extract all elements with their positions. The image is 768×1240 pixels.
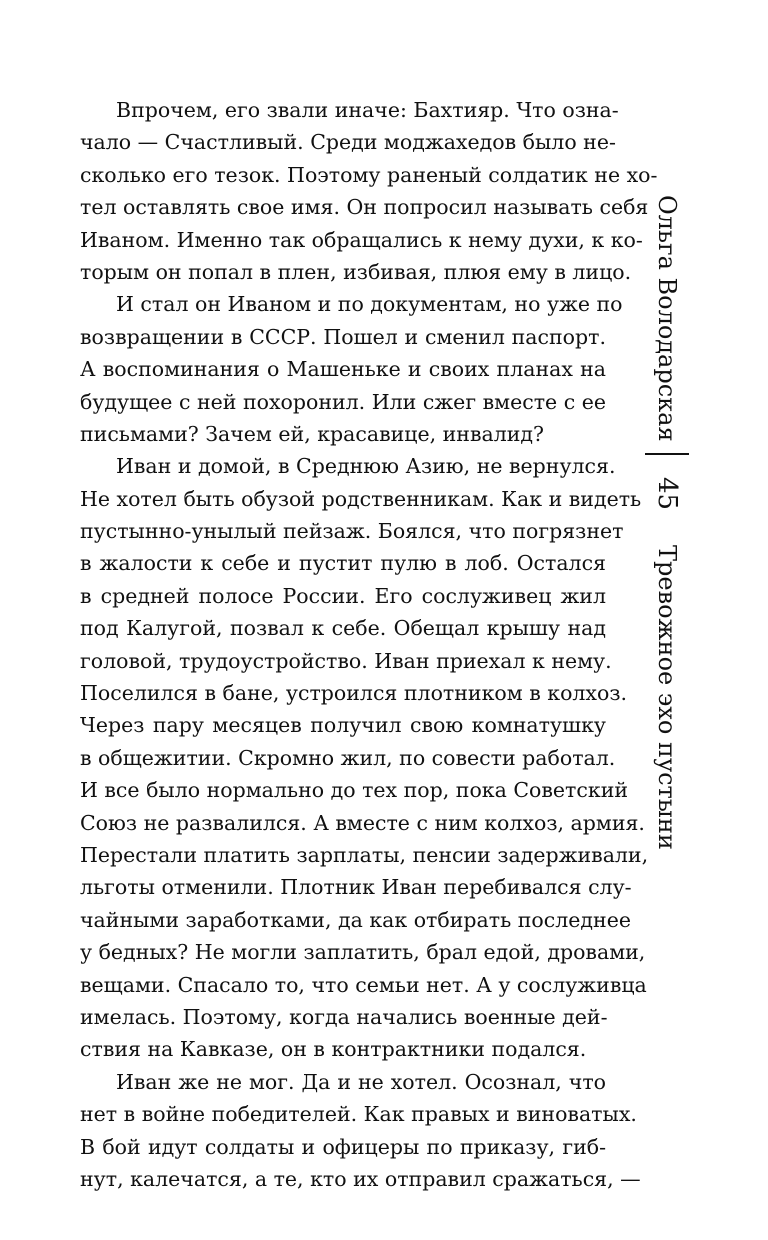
text-line: нет в войне победителей. Как правых и виноватых. — [80, 1102, 637, 1127]
page-number: 45 — [652, 477, 682, 511]
text-line: Не хотел быть обузой родственникам. Как и видеть — [80, 486, 642, 511]
text-line: Через пару месяцев получил свою комнатушку — [80, 713, 606, 738]
text-line: под Калугой, позвал к себе. Обещал крышу над — [80, 616, 606, 641]
paragraph — [80, 1066, 641, 1196]
text-line: в средней полосе России. Его сослуживец жил — [80, 583, 606, 608]
text-line: вещами. Спасало то, что семьи нет. А у сослуживца — [80, 972, 647, 997]
text-line: В бой идут солдаты и офицеры по приказу, гиб- — [80, 1134, 606, 1159]
text-line: льготы отменили. Плотник Иван перебивался слу- — [80, 875, 632, 900]
text-line: имелась. Поэтому, когда начались военные дей- — [80, 1004, 608, 1029]
book-title: Тревожное эхо пустыни — [653, 545, 681, 850]
text-line: И все было нормально до тех пор, пока Советский — [80, 778, 629, 803]
text-line: нут, калечатся, а те, кто их отправил сражаться, — — [80, 1166, 641, 1191]
text-line: головой, трудоустройство. Иван приехал к нему. — [80, 648, 612, 673]
text-line: А воспоминания о Машеньке и своих планах на — [80, 357, 606, 382]
text-line: торым он попал в плен, избивая, плюя ему в лицо. — [80, 259, 632, 284]
text-line: письмами? Зачем ей, красавице, инвалид? — [80, 421, 545, 446]
running-header — [627, 195, 707, 935]
text-line: ствия на Кавказе, он в контрактники подался. — [80, 1037, 587, 1062]
book-page-text — [80, 94, 658, 1195]
paragraph — [80, 94, 658, 288]
text-line: чало — Счастливый. Среди моджахедов было не- — [80, 130, 616, 155]
text-line: тел оставлять свое имя. Он попросил называть себя — [80, 195, 649, 220]
text-line: Поселился в бане, устроился плотником в колхоз. — [80, 681, 628, 706]
text-line: Союз не развалился. А вместе с ним колхоз, армия. — [80, 810, 645, 835]
text-line: сколько его тезок. Поэтому раненый солдатик не хо- — [80, 162, 658, 187]
text-line: И стал он Иваном и по документам, но уже по — [116, 292, 623, 317]
text-line: Иван и домой, в Среднюю Азию, не вернулся. — [116, 454, 616, 479]
author-name: Ольга Володарская — [653, 195, 681, 442]
text-line: возвращении в СССР. Пошел и сменил паспорт. — [80, 324, 606, 349]
header-divider — [645, 453, 689, 455]
text-line: будущее с ней похоронил. Или сжег вместе с ее — [80, 389, 606, 414]
text-line: пустынно-унылый пейзаж. Боялся, что погрязнет — [80, 519, 624, 544]
text-line: чайными заработками, да как отбирать последнее — [80, 907, 631, 932]
text-line: Иван же не мог. Да и не хотел. Осознал, что — [116, 1069, 606, 1094]
text-line: в общежитии. Скромно жил, по совести работал. — [80, 745, 616, 770]
text-line: Перестали платить зарплаты, пенсии задерживали, — [80, 842, 649, 867]
text-line: у бедных? Не могли заплатить, брал едой, дровами, — [80, 940, 646, 965]
text-line: Иваном. Именно так обращались к нему духи, к ко- — [80, 227, 643, 252]
text-line: в жалости к себе и пустит пулю в лоб. Остался — [80, 551, 606, 576]
text-line: Впрочем, его звали иначе: Бахтияр. Что озна- — [116, 98, 619, 122]
paragraph — [80, 288, 623, 450]
paragraph — [80, 450, 649, 1065]
